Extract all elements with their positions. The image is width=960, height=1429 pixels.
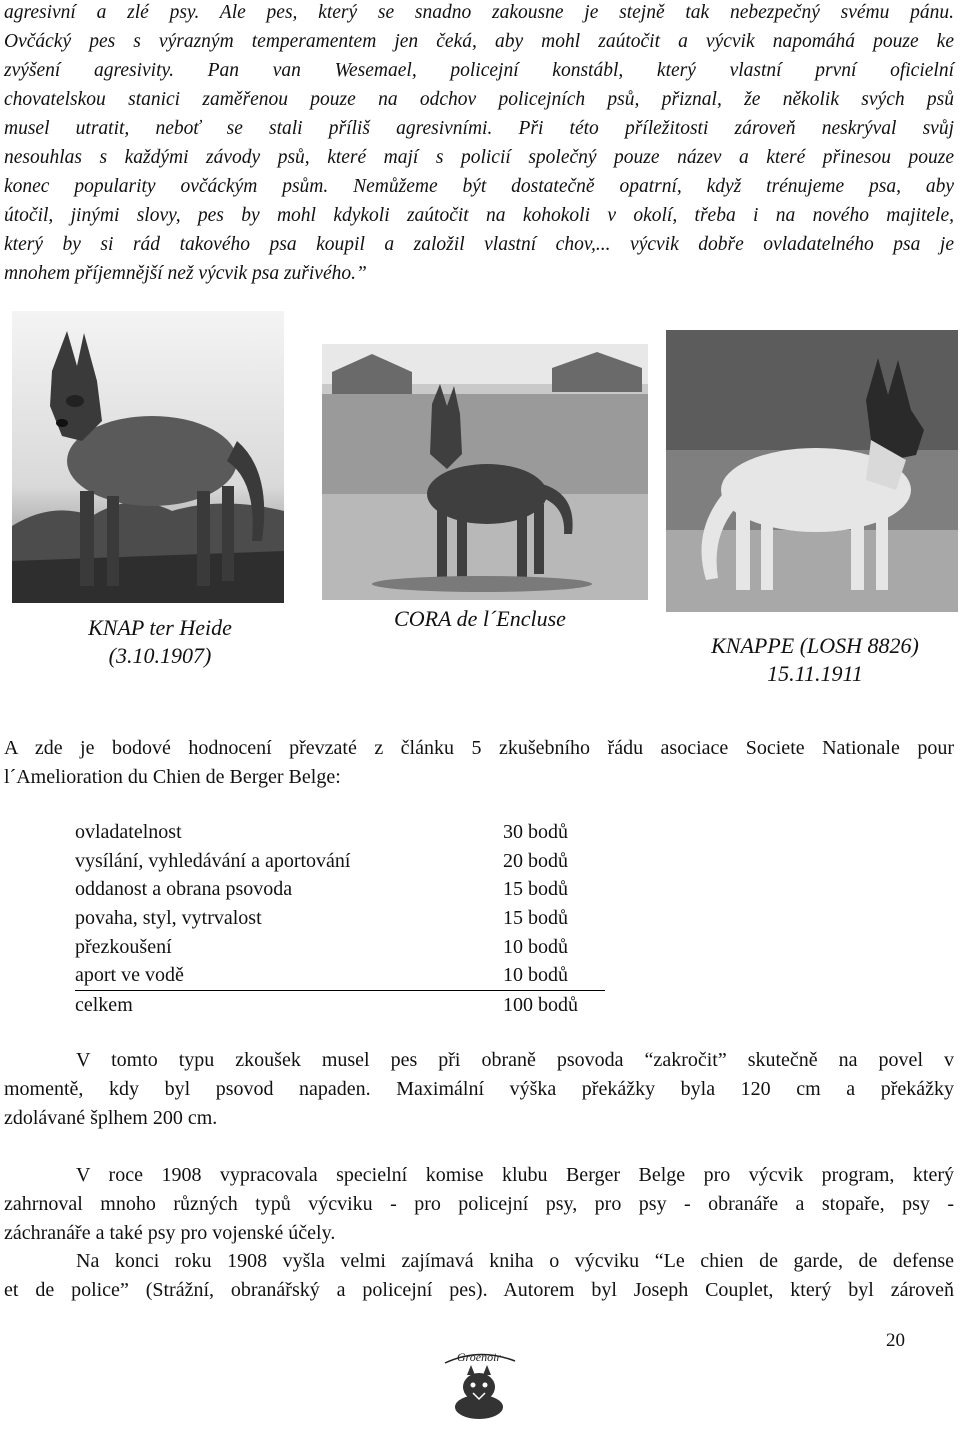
score-points: 15 bodů	[503, 907, 568, 930]
text-line: Na konci roku 1908 vyšla velmi zajímavá kniha o výcviku “Le chien de garde, de defense	[76, 1250, 954, 1272]
dog-photo-knappe	[666, 330, 958, 612]
score-item: celkem	[75, 994, 133, 1017]
score-item: povaha, styl, vytrvalost	[75, 907, 262, 930]
caption-knap	[60, 614, 260, 670]
caption-line: KNAP ter Heide	[88, 615, 232, 640]
caption-line: CORA de l´Encluse	[394, 606, 566, 631]
score-item: přezkoušení	[75, 935, 172, 958]
scoring-intro	[4, 734, 954, 792]
table-row	[75, 961, 605, 991]
score-item: ovladatelnost	[75, 821, 182, 843]
scoring-table	[75, 818, 605, 1020]
text-line: který by si rád takového psa koupil a založil vlastní chov,... výcvik dobře ovladatelného psa je	[4, 234, 954, 255]
text-line: agresivní a zlé psy. Ale pes, který se snadno zakousne je stejně tak nebezpečný svému pánu.	[4, 2, 954, 23]
text-line: chovatelskou stanici zaměřenou pouze na odchov policejních psů, přiznal, že několik svých psů	[4, 89, 954, 110]
score-points: 10 bodů	[503, 964, 568, 987]
text-line: V tomto typu zkoušek musel pes při obraně psovoda “zakročit” skutečně na povel v	[76, 1049, 954, 1071]
table-row	[75, 933, 605, 962]
score-points: 20 bodů	[503, 849, 568, 872]
intro-paragraph	[4, 0, 954, 288]
score-points: 10 bodů	[503, 935, 568, 958]
score-points: 100 bodů	[503, 994, 578, 1017]
text-line: Ovčácký pes s výrazným temperamentem jen čeká, aby mohl zaútočit a výcvik napomáhá pouze ke	[4, 31, 954, 52]
text-line: musel utratit, neboť se stali příliš agresivními. Při této příležitosti zároveň neskrýval svůj	[4, 118, 954, 139]
score-item: aport ve vodě	[75, 964, 184, 987]
paragraph-2	[4, 1046, 954, 1133]
text-line: konec popularity ovčáckým psům. Nemůžeme být dostatečně opatrní, když trénujeme psa, aby	[4, 176, 954, 197]
text-line: mnohem příjemnější než výcvik psa zuřivého.”	[4, 263, 367, 284]
groenoir-logo	[437, 1345, 521, 1423]
score-item: oddanost a obrana psovoda	[75, 878, 293, 901]
text-line: l´Amelioration du Chien de Berger Belge:	[4, 766, 341, 788]
text-line: zahrnoval mnoho různých typů výcviku - pro policejní psy, pro psy - obranáře a stopaře, psy -	[4, 1193, 954, 1215]
page-number: 20	[886, 1330, 905, 1351]
table-row	[75, 818, 605, 847]
text-line: útočil, jinými slovy, pes by mohl kdykoli zaútočit na kohokoli v okolí, třeba i na nového majitele,	[4, 205, 954, 226]
table-row	[75, 904, 605, 933]
text-line: nesouhlas s každými závody psů, které mají s policií společný pouze název a které přinesou pouze	[4, 147, 954, 168]
text-line: et de police” (Strážní, obranářský a policejní pes). Autorem byl Joseph Couplet, který byl zároveň	[4, 1279, 954, 1301]
table-row-total	[75, 991, 605, 1020]
score-points: 15 bodů	[503, 878, 568, 901]
table-row	[75, 875, 605, 904]
caption-cora	[360, 605, 600, 633]
table-row	[75, 847, 605, 876]
text-line: A zde je bodové hodnocení převzaté z článku 5 zkušebního řádu asociace Societe Nationale pour	[4, 737, 954, 759]
text-line: momentě, kdy byl psovod napaden. Maximální výška překážky byla 120 cm a překážky	[4, 1078, 954, 1100]
paragraph-3	[4, 1161, 954, 1248]
paragraph-4	[4, 1247, 954, 1305]
score-item: vysílání, vyhledávání a aportování	[75, 849, 351, 872]
text-line: V roce 1908 vypracovala specielní komise klubu Berger Belge pro výcvik program, který	[76, 1164, 954, 1186]
score-points: 30 bodů	[503, 821, 568, 843]
caption-line: 15.11.1911	[767, 661, 863, 686]
caption-line: KNAPPE (LOSH 8826)	[711, 633, 919, 658]
dog-photo-knap	[12, 311, 284, 603]
text-line: zdolávané šplhem 200 cm.	[4, 1107, 218, 1129]
logo-text: Groenoir	[456, 1350, 502, 1364]
text-line: záchranáře a také psy pro vojenské účely.	[4, 1222, 336, 1244]
caption-line: (3.10.1907)	[108, 643, 212, 668]
dog-photo-cora	[322, 344, 648, 600]
text-line: zvýšení agresivity. Pan van Wesemael, policejní konstábl, který vlastní první oficielní	[4, 60, 954, 81]
caption-knappe	[680, 632, 950, 688]
